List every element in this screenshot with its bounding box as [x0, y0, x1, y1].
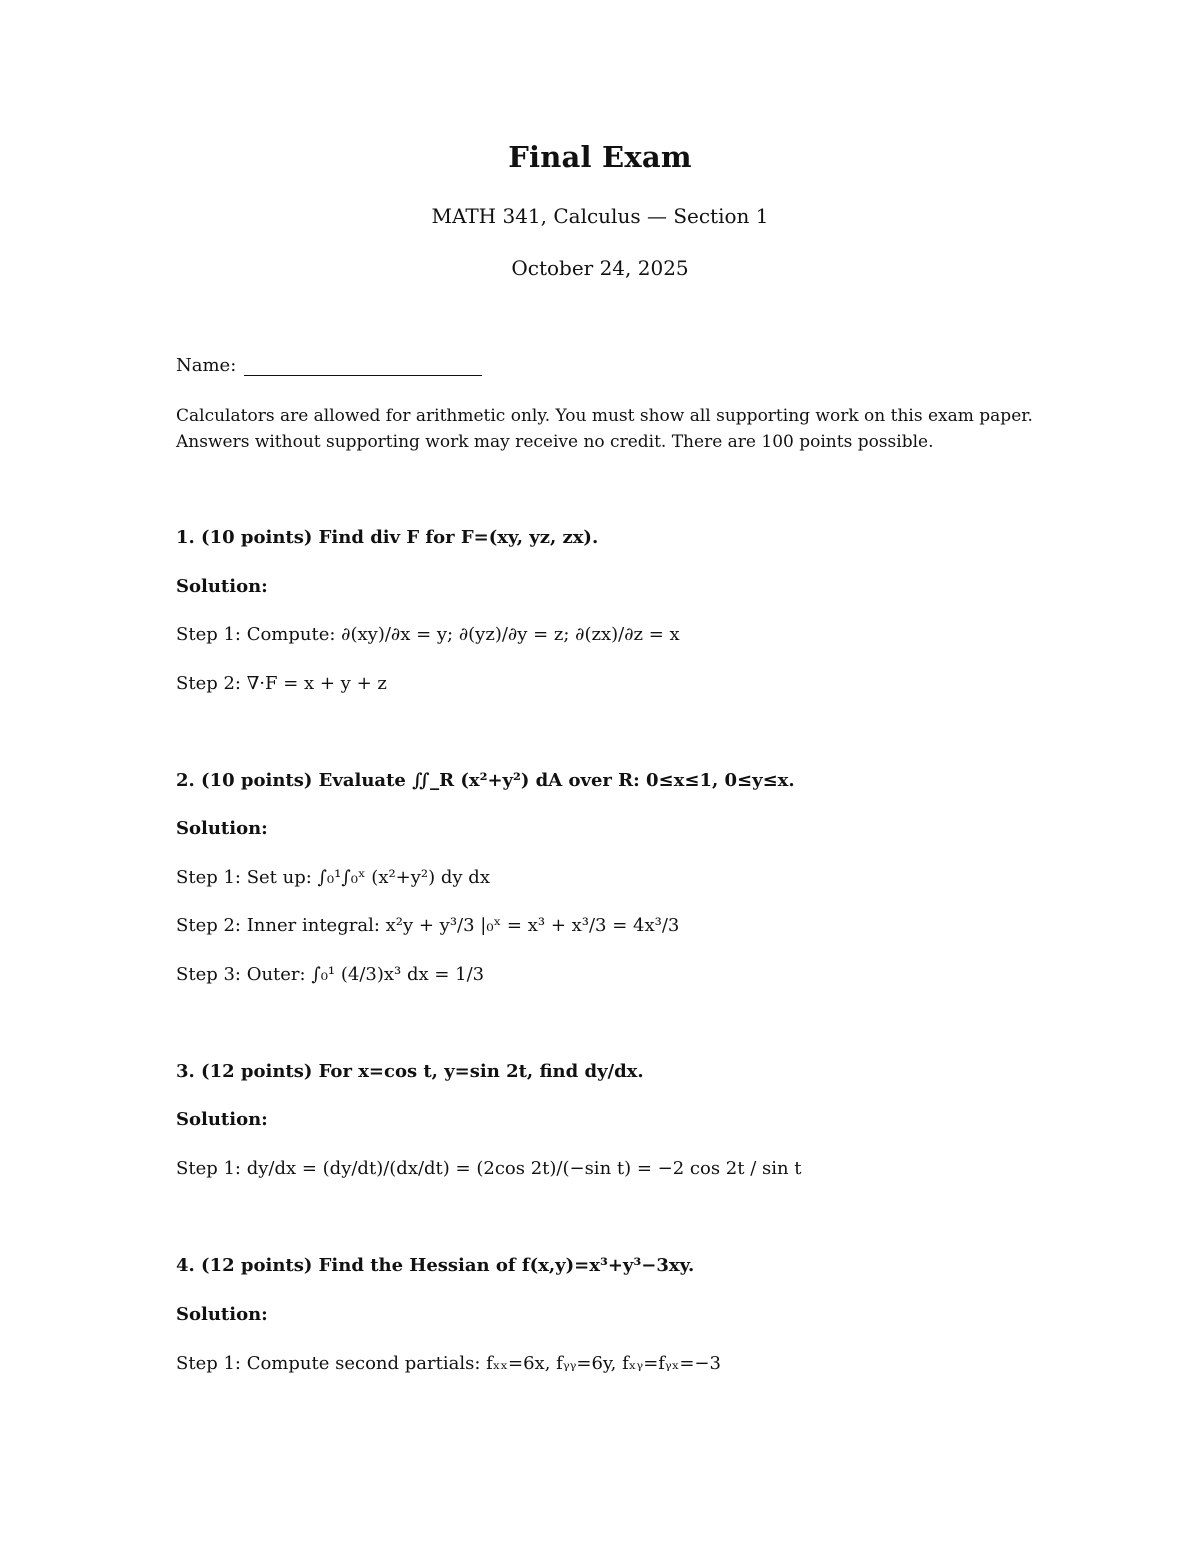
name-label: Name:: [176, 355, 237, 376]
exam-date: October 24, 2025: [511, 256, 689, 280]
question-1-solution-label: Solution:: [176, 576, 268, 597]
question-4-solution-label: Solution:: [176, 1304, 268, 1325]
question-2-step-2: Step 2: Inner integral: x²y + y³/3 |₀ˣ = x³ + x³/3 = 4x³/3: [176, 915, 680, 936]
question-4-step-1: Step 1: Compute second partials: fₓₓ=6x, fᵧᵧ=6y, fₓᵧ=fᵧₓ=−3: [176, 1353, 721, 1374]
name-blank-line[interactable]: [244, 355, 482, 376]
question-2-step-3: Step 3: Outer: ∫₀¹ (4/3)x³ dx = 1/3: [176, 964, 485, 985]
question-1-step-2: Step 2: ∇·F = x + y + z: [176, 673, 387, 694]
question-2-step-1: Step 1: Set up: ∫₀¹∫₀ˣ (x²+y²) dy dx: [176, 867, 490, 888]
question-1-step-1: Step 1: Compute: ∂(xy)/∂x = y; ∂(yz)/∂y = z; ∂(zx)/∂z = x: [176, 624, 680, 645]
question-2-solution-label: Solution:: [176, 818, 268, 839]
page-title: Final Exam: [508, 140, 692, 174]
name-field: [176, 355, 482, 376]
question-3-title: 3. (12 points) For x=cos t, y=sin 2t, find dy/dx.: [176, 1061, 644, 1082]
question-1-title: 1. (10 points) Find div F for F=(xy, yz, zx).: [176, 527, 599, 548]
question-3-solution-label: Solution:: [176, 1109, 268, 1130]
course-subtitle: MATH 341, Calculus — Section 1: [431, 204, 769, 228]
question-3-step-1: Step 1: dy/dx = (dy/dt)/(dx/dt) = (2cos 2t)/(−sin t) = −2 cos 2t / sin t: [176, 1158, 802, 1179]
instructions: Calculators are allowed for arithmetic only. You must show all supporting work on this exam paper. Answers without supporting work may receive no credit. There are 100 points possible.: [176, 406, 1033, 452]
question-4-title: 4. (12 points) Find the Hessian of f(x,y)=x³+y³−3xy.: [176, 1255, 695, 1276]
question-2-title: 2. (10 points) Evaluate ∬_R (x²+y²) dA over R: 0≤x≤1, 0≤y≤x.: [176, 770, 795, 791]
